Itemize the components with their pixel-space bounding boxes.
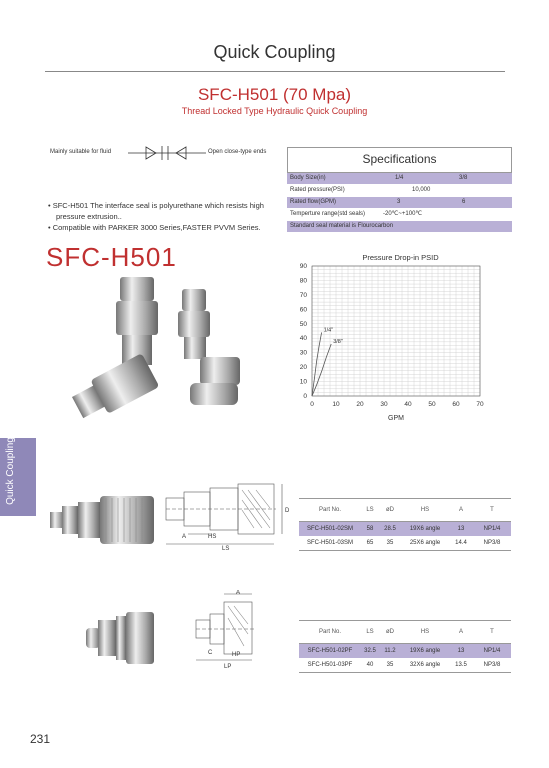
specifications-table [287, 147, 512, 233]
table-row: SFC-H501-03PF 40 35 32X6 angle 13.5 NP3/8 [299, 658, 511, 673]
y-tick-label: 50 [299, 320, 307, 328]
dim-lp-label: LP [224, 664, 232, 670]
x-tick-label: 60 [452, 401, 460, 408]
coupling-sm-photo [48, 490, 158, 548]
y-tick-label: 30 [299, 349, 307, 357]
x-tick-label: 50 [428, 401, 436, 408]
coupling-sm-drawing [162, 480, 294, 552]
side-tab-label: Quick Coupling [5, 437, 16, 505]
dim-a-label: A [182, 534, 187, 540]
x-tick-label: 0 [310, 401, 314, 408]
dim-hs-label: HS [208, 534, 217, 540]
page-number: 231 [30, 732, 51, 746]
section-side-tab [0, 438, 36, 516]
dim-d-label: D [285, 508, 290, 514]
series-line [312, 344, 331, 396]
table-row: SFC-H501-02PF 32.5 11.2 19X6 angle 13 NP1/4 [299, 644, 511, 659]
model-title: SFC-H501 (70 Mpa) [197, 85, 352, 104]
table-header-row: Part No. LS øD HS A T [299, 621, 511, 644]
x-tick-label: 20 [356, 401, 364, 408]
feature-list [48, 200, 278, 233]
y-tick-label: 90 [299, 263, 307, 270]
title-divider [45, 71, 505, 72]
coupling-pf-drawing [188, 590, 268, 670]
symbol-left-label: Mainly suitable for fluid [50, 149, 112, 155]
table-row: SFC-H501-03SM 65 35 25X6 angle 14.4 NP3/8 [299, 536, 511, 551]
x-axis-label: GPM [388, 415, 404, 422]
dim-a-label-pf: A [236, 590, 241, 596]
dim-c-label: C [208, 650, 213, 656]
y-tick-label: 20 [299, 364, 307, 372]
product-photo [72, 275, 257, 420]
y-tick-label: 60 [299, 306, 307, 314]
y-tick-label: 40 [299, 335, 307, 343]
feature-item: • SFC-H501 The interface seal is polyurethane which resists high pressure extrusion.. [48, 201, 264, 221]
x-tick-label: 10 [332, 401, 340, 408]
x-tick-label: 70 [476, 401, 484, 408]
specifications-heading: Specifications [287, 147, 512, 173]
series-label: 1/4" [323, 327, 334, 334]
dim-ls-label: LS [222, 546, 230, 552]
page-title: Quick Coupling [213, 42, 336, 62]
model-subtitle: Thread Locked Type Hydraulic Quick Coupling [181, 106, 368, 116]
table-row: SFC-H501-02SM 58 28.5 19X6 angle 13 NP1/4 [299, 522, 511, 537]
spec-row: Standard seal material is Flourocarbon [287, 221, 512, 233]
table-header-row: Part No. LS øD HS A T [299, 499, 511, 522]
spec-row: Rated flow(GPM) 3 6 [287, 197, 512, 209]
coupling-pf-photo [80, 608, 160, 668]
feature-item: • Compatible with PARKER 3000 Series,FASTER PVVM Series. [48, 223, 261, 232]
symbol-right-label: Open close-type ends [208, 149, 267, 155]
coupling-symbol [50, 144, 280, 164]
y-tick-label: 10 [299, 378, 307, 386]
y-tick-label: 0 [303, 393, 307, 400]
quick-coupling-symbol-icon [128, 144, 206, 162]
x-tick-label: 30 [380, 401, 388, 408]
dim-hp-label: HP [232, 652, 241, 658]
pf-parts-table [299, 620, 511, 673]
y-tick-label: 80 [299, 277, 307, 285]
sm-parts-table [299, 498, 511, 551]
spec-row: Rated pressure(PSI) 10,000 [287, 185, 512, 197]
model-heading: SFC-H501 [46, 242, 177, 272]
spec-row: Temperture range(std seals) -20℃~+100℃ [287, 209, 512, 221]
spec-row: Body Size(in) 1/4 3/8 [287, 173, 512, 185]
pressure-drop-chart [290, 258, 515, 430]
y-tick-label: 70 [299, 291, 307, 299]
chart-title: Pressure Drop-in PSID [362, 253, 439, 262]
series-label: 3/8" [333, 339, 343, 345]
x-tick-label: 40 [404, 401, 412, 408]
